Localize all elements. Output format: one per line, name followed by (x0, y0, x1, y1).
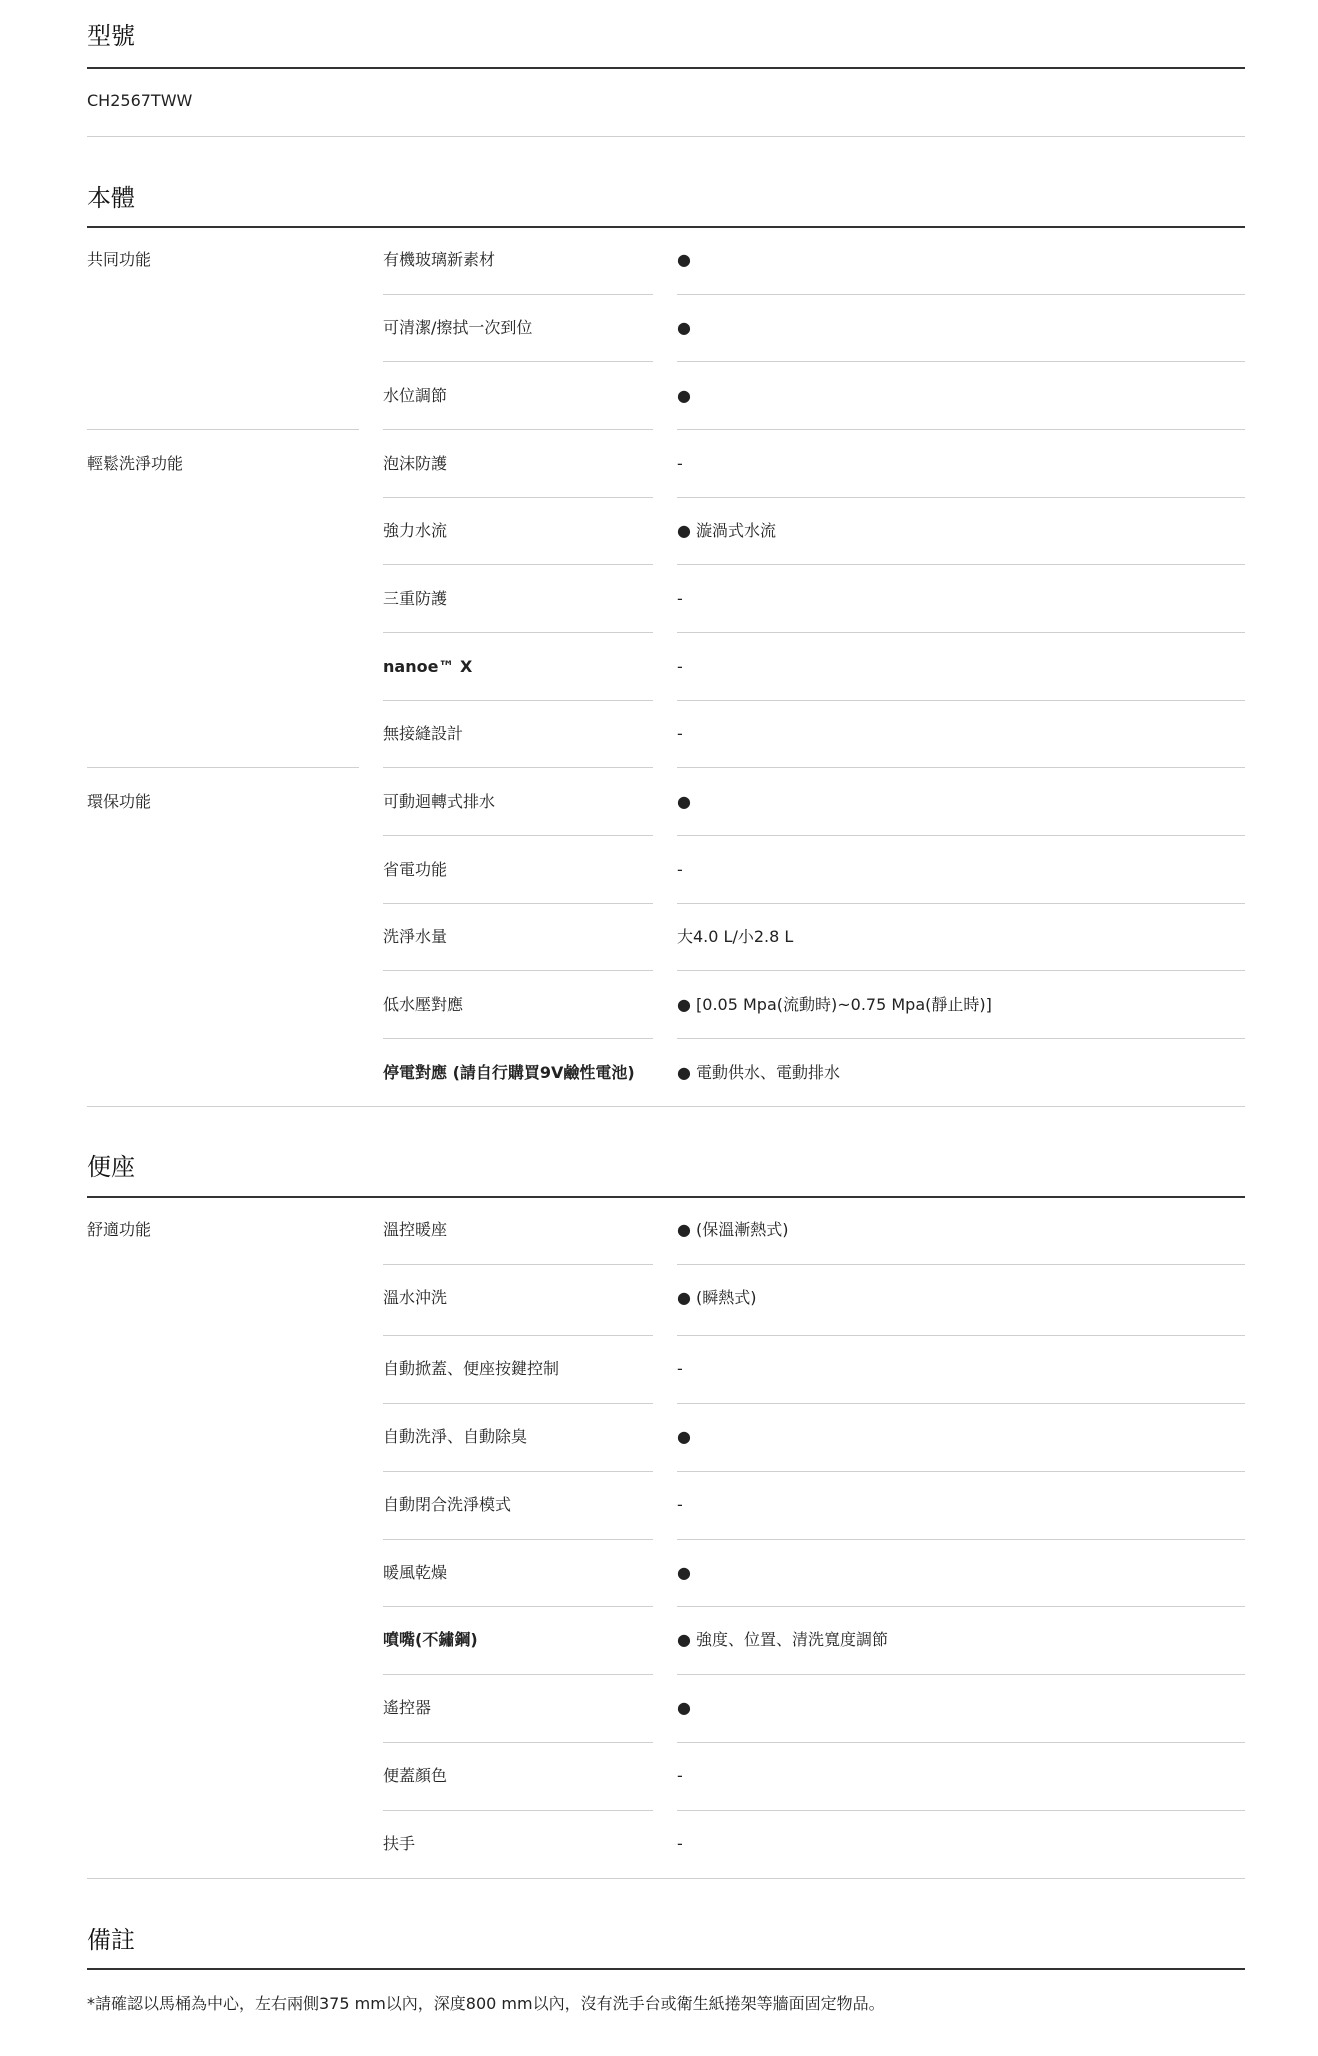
row-divider (677, 1674, 1245, 1675)
row-divider (677, 564, 1245, 565)
section-divider (87, 1196, 1245, 1198)
row-divider (383, 700, 653, 701)
row-divider (383, 1539, 653, 1540)
row-divider (677, 429, 1245, 430)
feature-value: ● (677, 386, 691, 405)
feature-label: nanoe™ X (383, 657, 473, 676)
feature-label: 洗淨水量 (383, 927, 448, 946)
feature-value: - (677, 1495, 683, 1514)
feature-label: 暖風乾燥 (383, 1563, 448, 1582)
feature-label: 強力水流 (383, 521, 448, 540)
feature-value: ● (瞬熱式) (677, 1288, 757, 1307)
row-divider (383, 970, 653, 971)
feature-value: - (677, 1359, 683, 1378)
feature-value: ● (677, 1427, 691, 1446)
row-divider (383, 361, 653, 362)
row-divider (383, 497, 653, 498)
feature-label: 停電對應 (請自行購買9V鹼性電池) (383, 1063, 635, 1082)
feature-value: - (677, 657, 683, 676)
row-divider (383, 1674, 653, 1675)
feature-label: 三重防護 (383, 589, 448, 608)
row-divider (677, 970, 1245, 971)
feature-value: - (677, 454, 683, 473)
feature-label: 有機玻璃新素材 (383, 250, 496, 269)
feature-label: 省電功能 (383, 860, 448, 879)
row-divider (677, 632, 1245, 633)
row-divider (383, 835, 653, 836)
feature-label: 低水壓對應 (383, 995, 464, 1014)
feature-label: 可動迴轉式排水 (383, 792, 496, 811)
body-section-title: 本體 (87, 184, 135, 212)
row-divider (677, 1810, 1245, 1811)
category-easy-clean-functions: 輕鬆洗淨功能 (87, 454, 184, 473)
row-divider (383, 1742, 653, 1743)
seat-section-title: 便座 (87, 1153, 135, 1181)
row-divider (87, 1106, 1245, 1107)
row-divider (677, 1403, 1245, 1404)
feature-value: ● 電動供水、電動排水 (677, 1063, 841, 1082)
feature-value: - (677, 589, 683, 608)
feature-value: ● (保溫漸熱式) (677, 1220, 789, 1239)
row-divider (383, 903, 653, 904)
feature-value: ● 強度、位置、清洗寬度調節 (677, 1630, 889, 1649)
feature-value: 大4.0 L/小2.8 L (677, 927, 794, 946)
section-divider (87, 1968, 1245, 1970)
category-comfort-functions: 舒適功能 (87, 1220, 152, 1239)
row-divider (677, 361, 1245, 362)
feature-label: 噴嘴(不鏽鋼) (383, 1630, 478, 1649)
row-divider (677, 1335, 1245, 1336)
row-divider (677, 1471, 1245, 1472)
feature-label: 自動閉合洗淨模式 (383, 1495, 512, 1514)
row-divider (677, 1742, 1245, 1743)
feature-label: 便蓋顏色 (383, 1766, 448, 1785)
feature-value: ● (677, 1563, 691, 1582)
section-divider (87, 67, 1245, 69)
row-divider (383, 1335, 653, 1336)
feature-label: 泡沫防護 (383, 454, 448, 473)
feature-value: ● 漩渦式水流 (677, 521, 777, 540)
notes-text: *請確認以馬桶為中心，左右兩側375 mm以內，深度800 mm以內，沒有洗手台或衛生紙捲架等牆面固定物品。 (87, 1994, 885, 2013)
feature-value: ● (677, 318, 691, 337)
feature-value: ● (677, 250, 691, 269)
category-common-functions: 共同功能 (87, 250, 152, 269)
row-divider (383, 294, 653, 295)
category-eco-functions: 環保功能 (87, 792, 152, 811)
row-divider (383, 429, 653, 430)
notes-section-title: 備註 (87, 1926, 135, 1954)
feature-label: 自動掀蓋、便座按鍵控制 (383, 1359, 560, 1378)
section-divider (87, 226, 1245, 228)
row-divider (383, 1471, 653, 1472)
row-divider (383, 1810, 653, 1811)
feature-label: 自動洗淨、自動除臭 (383, 1427, 528, 1446)
row-divider (677, 294, 1245, 295)
feature-label: 水位調節 (383, 386, 448, 405)
row-divider (383, 767, 653, 768)
model-number: CH2567TWW (87, 91, 193, 110)
feature-label: 可清潔/擦拭一次到位 (383, 318, 533, 337)
feature-value: - (677, 1766, 683, 1785)
row-divider (677, 1539, 1245, 1540)
row-divider (383, 1403, 653, 1404)
model-section-title: 型號 (87, 22, 135, 50)
feature-value: ● (677, 1698, 691, 1717)
feature-value: - (677, 724, 683, 743)
feature-label: 溫水沖洗 (383, 1288, 448, 1307)
row-divider (677, 767, 1245, 768)
row-divider (677, 700, 1245, 701)
feature-value: ● [0.05 Mpa(流動時)~0.75 Mpa(靜止時)] (677, 995, 992, 1014)
row-divider (677, 497, 1245, 498)
row-divider (383, 1606, 653, 1607)
row-divider (677, 1606, 1245, 1607)
feature-label: 遙控器 (383, 1698, 432, 1717)
feature-label: 扶手 (383, 1834, 416, 1853)
row-divider (87, 136, 1245, 137)
feature-label: 無接縫設計 (383, 724, 464, 743)
category-divider (87, 429, 359, 430)
feature-value: ● (677, 792, 691, 811)
feature-label: 溫控暖座 (383, 1220, 448, 1239)
row-divider (87, 1878, 1245, 1879)
row-divider (383, 632, 653, 633)
row-divider (383, 1038, 653, 1039)
feature-value: - (677, 860, 683, 879)
row-divider (383, 564, 653, 565)
row-divider (677, 903, 1245, 904)
row-divider (677, 835, 1245, 836)
feature-value: - (677, 1834, 683, 1853)
row-divider (677, 1264, 1245, 1265)
category-divider (87, 767, 359, 768)
row-divider (383, 1264, 653, 1265)
row-divider (677, 1038, 1245, 1039)
